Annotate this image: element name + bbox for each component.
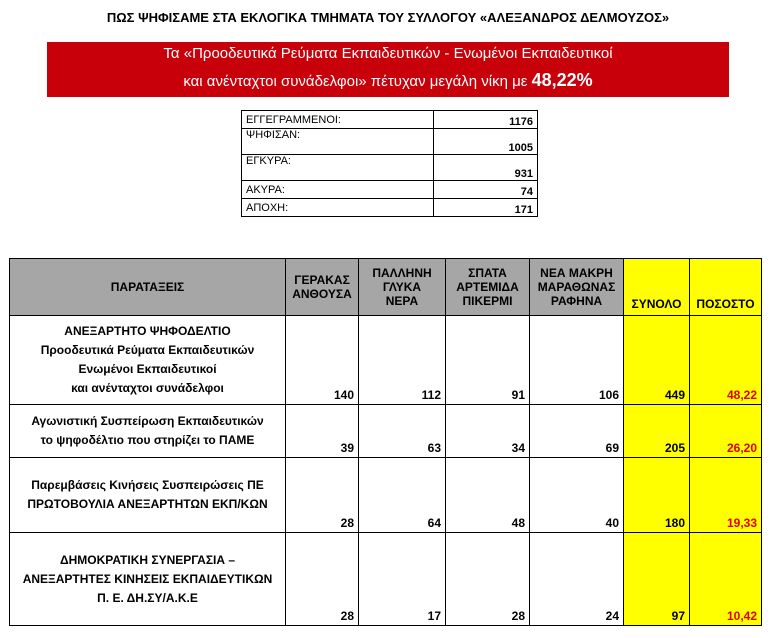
votes-percent: 48,22: [690, 316, 762, 405]
votes-percent: 26,20: [690, 405, 762, 458]
stats-value: 1176: [434, 111, 538, 129]
stats-label: ΨΗΦΙΣΑΝ:: [242, 129, 434, 155]
header-line: ΑΝΘΟΥΣΑ: [292, 287, 352, 301]
party-name-line: Προοδευτικά Ρεύματα Εκπαιδευτικών: [40, 343, 255, 357]
stats-label: ΑΠΟΧΗ:: [242, 199, 434, 217]
stats-label: ΑΚΥΡΑ:: [242, 181, 434, 199]
stats-label: ΕΓΚΥΡΑ:: [242, 155, 434, 181]
header-line: ΡΑΦΗΝΑ: [550, 294, 603, 308]
banner-percent: 48,22%: [531, 70, 593, 90]
results-row: [10, 533, 762, 626]
results-row: [10, 316, 762, 405]
votes-pallini: 63: [359, 405, 446, 458]
votes-nea-makri: 69: [530, 405, 624, 458]
stats-value: 74: [434, 181, 538, 199]
votes-pallini: 17: [359, 533, 446, 626]
votes-total: 449: [624, 316, 690, 405]
party-name-line: το ψηφοδέλτιο που στηρίζει το ΠΑΜΕ: [40, 433, 255, 447]
banner-line-1: Τα «Προοδευτικά Ρεύματα Εκπαιδευτικών - Ενωμένοι Εκπαιδευτικοί: [163, 45, 613, 62]
votes-pallini: 112: [359, 316, 446, 405]
header-line: ΣΠΑΤΑ: [468, 266, 507, 280]
party-name-line: Αγωνιστική Συσπείρωση Εκπαιδευτικών: [31, 414, 264, 428]
stats-row: [242, 199, 538, 217]
header-line: ΓΛΥΚΑ: [382, 280, 422, 294]
header-pallini: [359, 259, 446, 316]
header-total: ΣΥΝΟΛΟ: [624, 259, 690, 316]
stats-label: ΕΓΓΕΓΡΑΜΜΕΝΟΙ:: [242, 111, 434, 129]
party-name-line: Ενωμένοι Εκπαιδευτικοί: [78, 362, 217, 376]
party-name-line: και ανένταχτοι συνάδελφοι: [71, 381, 224, 395]
votes-percent: 10,42: [690, 533, 762, 626]
header-spata: [446, 259, 530, 316]
header-line: ΝΕΡΑ: [385, 294, 419, 308]
votes-total: 97: [624, 533, 690, 626]
header-line: ΝΕΑ ΜΑΚΡΗ: [540, 266, 613, 280]
banner-line-2: [47, 70, 729, 91]
votes-nea-makri: 24: [530, 533, 624, 626]
votes-spata: 48: [446, 458, 530, 533]
votes-pallini: 64: [359, 458, 446, 533]
header-parties: ΠΑΡΑΤΑΞΕΙΣ: [10, 259, 286, 316]
banner-line-2-text: και ανένταχτοι συνάδελφοι» πέτυχαν μεγάλη νίκη με: [183, 73, 532, 90]
stats-row: [242, 111, 538, 129]
votes-gerakas: 28: [286, 533, 359, 626]
stats-row: [242, 155, 538, 181]
party-name-line: ΔΗΜΟΚΡΑΤΙΚΗ ΣΥΝΕΡΓΑΣΙΑ –: [59, 552, 236, 567]
header-line: ΠΑΛΛΗΝΗ: [372, 266, 432, 280]
header-line: ΠΙΚΕΡΜΙ: [462, 294, 513, 308]
votes-nea-makri: 106: [530, 316, 624, 405]
votes-spata: 34: [446, 405, 530, 458]
party-name: [10, 405, 286, 458]
header-gerakas: [286, 259, 359, 316]
votes-nea-makri: 40: [530, 458, 624, 533]
stats-row: [242, 129, 538, 155]
stats-value: 171: [434, 199, 538, 217]
results-row: [10, 405, 762, 458]
header-line: ΜΑΡΑΘΩΝΑΣ: [537, 280, 616, 294]
results-header-row: [10, 259, 762, 316]
party-name: [10, 458, 286, 533]
page-title: ΠΩΣ ΨΗΦΙΣΑΜΕ ΣΤΑ ΕΚΛΟΓΙΚΑ ΤΜΗΜΑΤΑ ΤΟΥ ΣΥΛΛΟΓΟΥ «ΑΛΕΞΑΝΔΡΟΣ ΔΕΛΜΟΥΖΟΣ»: [106, 10, 670, 25]
header-nea-makri: [530, 259, 624, 316]
stats-value: 1005: [434, 129, 538, 155]
votes-total: 180: [624, 458, 690, 533]
party-name-line: Παρεμβάσεις Κινήσεις Συσπειρώσεις ΠΕ: [31, 478, 264, 492]
votes-spata: 91: [446, 316, 530, 405]
votes-gerakas: 39: [286, 405, 359, 458]
result-banner: [47, 42, 729, 97]
results-row: [10, 458, 762, 533]
votes-gerakas: 140: [286, 316, 359, 405]
party-name-line: ΠΡΩΤΟΒΟΥΛΙΑ ΑΝΕΞΑΡΤΗΤΩΝ ΕΚΠ/ΚΩΝ: [27, 497, 268, 511]
header-line: ΓΕΡΑΚΑΣ: [294, 273, 350, 287]
votes-spata: 28: [446, 533, 530, 626]
header-percent: ΠΟΣΟΣΤΟ: [690, 259, 762, 316]
header-line: ΑΡΤΕΜΙΔΑ: [456, 280, 519, 294]
stats-row: [242, 181, 538, 199]
party-name: [10, 533, 286, 626]
stats-value: 931: [434, 155, 538, 181]
party-name-line: ΑΝΕΞΑΡΤΗΤΕΣ ΚΙΝΗΣΕΙΣ ΕΚΠΑΙΔΕΥΤΙΚΩΝ: [22, 571, 273, 586]
party-name-line: ΑΝΕΞΑΡΤΗΤΟ ΨΗΦΟΔΕΛΤΙΟ: [64, 324, 231, 338]
party-name: [10, 316, 286, 405]
turnout-table: [241, 110, 538, 217]
votes-percent: 19,33: [690, 458, 762, 533]
party-name-line: Π. Ε. ΔΗ.ΣΥ/Α.Κ.Ε: [97, 590, 198, 605]
votes-gerakas: 28: [286, 458, 359, 533]
results-table: [9, 258, 762, 626]
votes-total: 205: [624, 405, 690, 458]
